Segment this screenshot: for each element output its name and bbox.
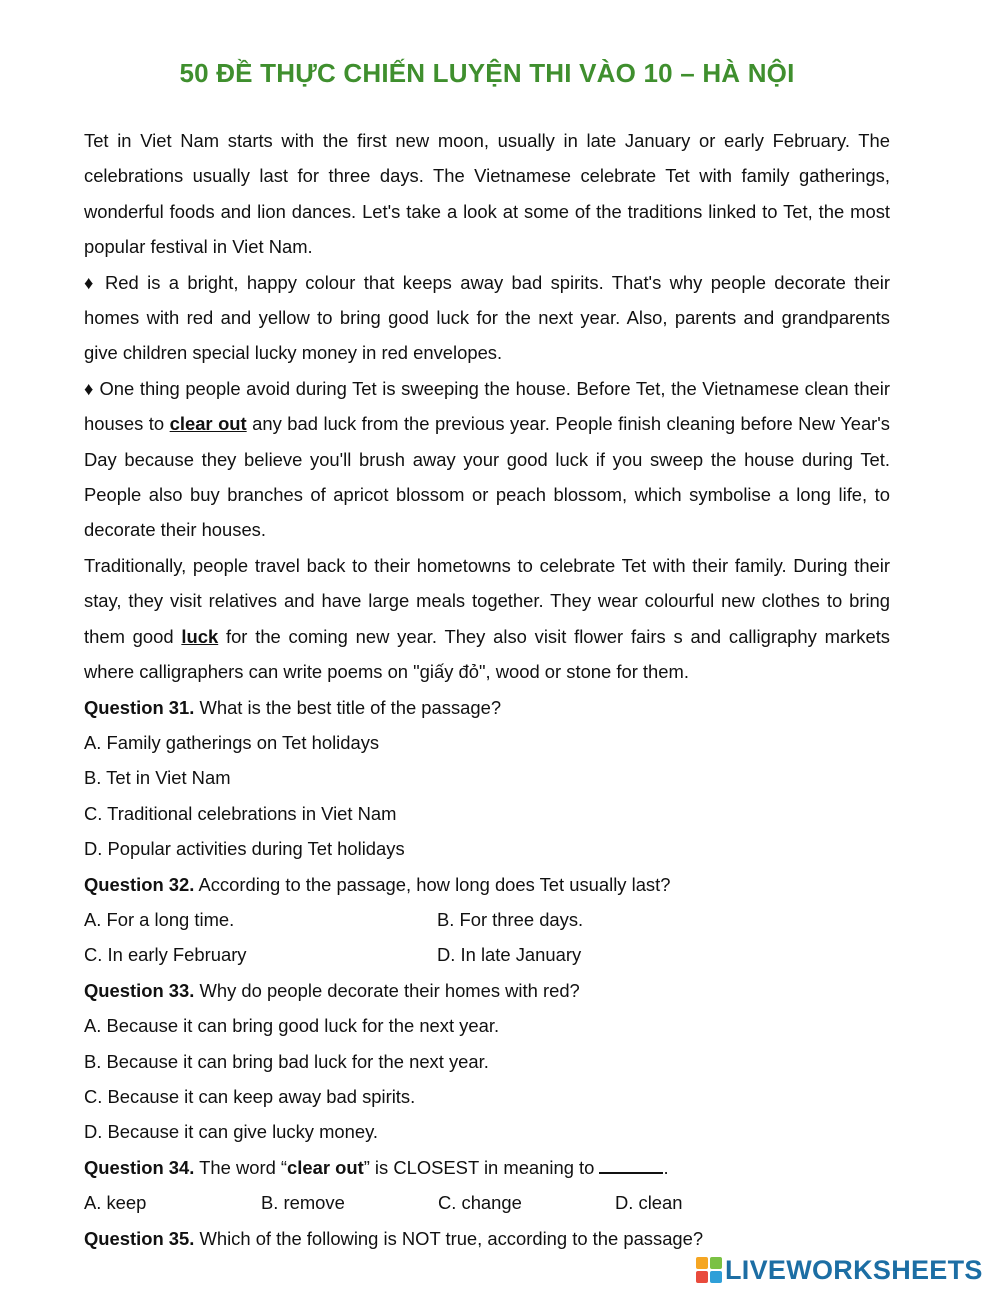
- passage-paragraph-2: ♦ Red is a bright, happy colour that keeps away bad spirits. That's why people decorate their homes with red and yellow to bring good luck for the next year. Also, parents and grandparents give children special lucky money in red envelopes.: [84, 271, 890, 364]
- question-text: According to the passage, how long does Tet usually last?: [194, 873, 671, 895]
- question-text: What is the best title of the passage?: [194, 696, 502, 718]
- passage-text: ♦ One thing people avoid during Tet is sweeping the house. Before Tet, the Vietnamese clean their houses to: [84, 377, 890, 435]
- question-label: Question 31.: [84, 696, 195, 718]
- passage-paragraph-1: Tet in Viet Nam starts with the first new moon, usually in late January or early February. The celebrations usually last for three days. The Vietnamese celebrate Tet with family gatherings, wonderful foods and lion dances. Let's take a look at some of the traditions linked to Tet, the most popular festival in Viet Nam.: [84, 130, 890, 258]
- question-35: [84, 1221, 890, 1256]
- underlined-phrase-clear-out: clear out: [169, 413, 247, 435]
- passage-paragraph-3: [84, 371, 890, 548]
- passage-text: any bad luck from the previous year. People finish cleaning before New Year's Day because they believe you'll brush away your good luck if you sweep the house during Tet. People also buy branches of apricot blossom or peach blossom, which symbolise a long life, to decorate their houses.: [84, 413, 890, 541]
- option-33-d: D. Because it can give lucky money.: [84, 1121, 379, 1143]
- question-label: Question 33.: [84, 979, 195, 1001]
- option-33-c: C. Because it can keep away bad spirits.: [84, 1085, 416, 1107]
- passage-paragraph-4: [84, 548, 890, 690]
- question-text: The word “: [194, 1156, 288, 1178]
- option-32-b: B. For three days.: [437, 908, 584, 930]
- option-32-c: C. In early February: [84, 944, 247, 966]
- question-text: Which of the following is NOT true, according to the passage?: [194, 1227, 704, 1249]
- option-34-d: D. clean: [615, 1192, 683, 1214]
- question-label: Question 35.: [84, 1227, 195, 1249]
- question-end-punctuation: .: [663, 1156, 669, 1178]
- question-32: [84, 867, 890, 902]
- liveworksheets-watermark: [696, 1253, 990, 1287]
- passage-text: Traditionally, people travel back to their hometowns to celebrate Tet with their family. During their stay, they visit relatives and have large meals together. They wear colourful new clothes to bring them good: [84, 554, 890, 647]
- option-33-a: A. Because it can bring good luck for the next year.: [84, 1015, 500, 1037]
- option-34-a: A. keep: [84, 1192, 147, 1214]
- option-32-a: A. For a long time.: [84, 908, 235, 930]
- underlined-word-luck: luck: [181, 625, 219, 647]
- question-33: [84, 973, 890, 1008]
- options-row: [84, 902, 890, 937]
- option-31-c: C. Traditional celebrations in Viet Nam: [84, 802, 397, 824]
- liveworksheets-logo-icon: [696, 1257, 722, 1283]
- question-31: [84, 690, 890, 725]
- option-33-b: B. Because it can bring bad luck for the next year.: [84, 1050, 489, 1072]
- watermark-text: LIVEWORKSHEETS: [725, 1254, 983, 1285]
- options-row: [84, 1185, 890, 1220]
- question-text: ” is CLOSEST in meaning to: [363, 1156, 600, 1178]
- option-31-d: D. Popular activities during Tet holidays: [84, 838, 405, 860]
- question-label: Question 32.: [84, 873, 195, 895]
- answer-blank[interactable]: [599, 1154, 663, 1174]
- option-31-b: B. Tet in Viet Nam: [84, 767, 231, 789]
- question-34: [84, 1150, 890, 1185]
- option-34-b: B. remove: [261, 1192, 345, 1214]
- options-row: [84, 937, 890, 972]
- question-keyword: clear out: [287, 1156, 364, 1178]
- option-31-a: A. Family gatherings on Tet holidays: [84, 731, 380, 753]
- option-34-c: C. change: [438, 1192, 522, 1214]
- passage-text: for the coming new year. They also visit flower fairs s and calligraphy markets where calligraphers can write poems on "giấy đỏ", wood or stone for them.: [84, 625, 890, 683]
- option-32-d: D. In late January: [437, 944, 582, 966]
- question-label: Question 34.: [84, 1156, 195, 1178]
- worksheet-body: [84, 123, 890, 1256]
- page-title: 50 ĐỀ THỰC CHIẾN LUYỆN THI VÀO 10 – HÀ NỘI: [179, 58, 795, 88]
- question-text: Why do people decorate their homes with red?: [194, 979, 580, 1001]
